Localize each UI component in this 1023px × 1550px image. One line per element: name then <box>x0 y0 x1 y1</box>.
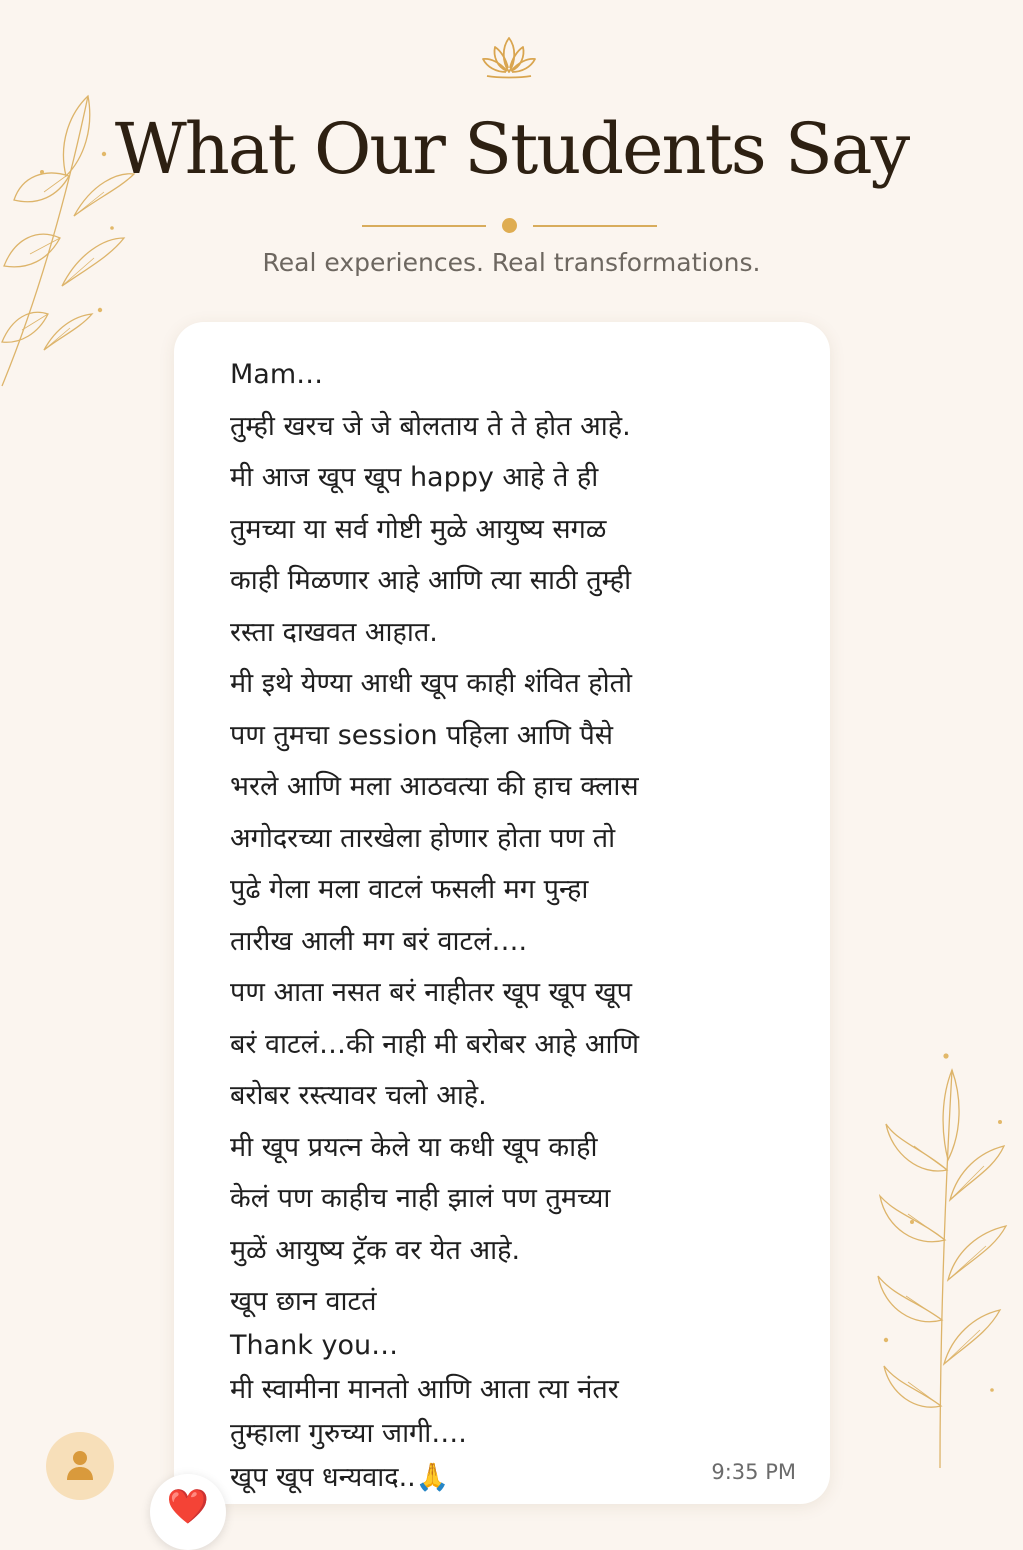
message-line: केलं पण काहीच नाही झालं पण तुमच्या <box>230 1183 611 1214</box>
page-title: What Our Students Say <box>114 108 909 190</box>
user-icon <box>66 1449 94 1481</box>
message-line: भरले आणि मला आठवत्या की हाच क्लास <box>230 771 639 802</box>
message-line: पण तुमचा session पहिला आणि पैसे <box>230 719 614 751</box>
lotus-icon <box>478 34 540 80</box>
message-line: बरोबर रस्त्यावर चलो आहे. <box>230 1080 487 1111</box>
message-line: तुम्हाला गुरुच्या जागी…. <box>230 1418 467 1449</box>
message-line: तुमच्या या सर्व गोष्टी मुळे आयुष्य सगळ <box>230 513 607 545</box>
message-line: खूप खूप धन्यवाद..🙏 <box>230 1462 450 1493</box>
message-line: Thank you… <box>230 1330 399 1361</box>
heart-icon: ❤️ <box>166 1487 210 1527</box>
message-line: मी स्वामीना मानतो आणि आता त्या नंतर <box>230 1374 619 1405</box>
page-subtitle: Real experiences. Real transformations. <box>262 248 761 277</box>
message-line: तारीख आली मग बरं वाटलं…. <box>230 925 528 957</box>
heart-reaction[interactable] <box>150 1474 226 1550</box>
title-divider <box>362 218 657 234</box>
message-line: मी आज खूप खूप happy आहे ते ही <box>230 462 599 493</box>
message-line: Mam… <box>230 359 324 390</box>
message-timestamp: 9:35 PM <box>711 1460 796 1484</box>
message-line: रस्ता दाखवत आहात. <box>230 616 438 648</box>
divider-dot <box>502 218 517 233</box>
message-line: खूप छान वाटतं <box>230 1286 377 1317</box>
message-line: तुम्ही खरच जे जे बोलताय ते ते होत आहे. <box>230 410 631 442</box>
message-line: बरं वाटलं…की नाही मी बरोबर आहे आणि <box>230 1028 640 1060</box>
divider-line-right <box>533 225 657 227</box>
message-body <box>230 354 710 1501</box>
message-line: मुळें आयुष्य ट्रॅक वर येत आहे. <box>230 1234 521 1266</box>
testimonial-card <box>174 322 830 1504</box>
message-line: मी खूप प्रयत्न केले या कधी खूप काही <box>230 1131 598 1163</box>
message-line: पण आता नसत बरं नाहीतर खूप खूप खूप <box>230 977 633 1008</box>
avatar[interactable] <box>46 1432 114 1500</box>
message-line: अगोदरच्या तारखेला होणार होता पण तो <box>230 822 616 854</box>
leaf-branch-icon <box>862 1050 1012 1470</box>
message-line: पुढे गेला मला वाटलं फसली मग पुन्हा <box>230 874 589 905</box>
divider-line-left <box>362 225 486 227</box>
message-line: मी इथे येण्या आधी खूप काही शंवित होतो <box>230 668 633 699</box>
message-line: काही मिळणार आहे आणि त्या साठी तुम्ही <box>230 565 632 596</box>
